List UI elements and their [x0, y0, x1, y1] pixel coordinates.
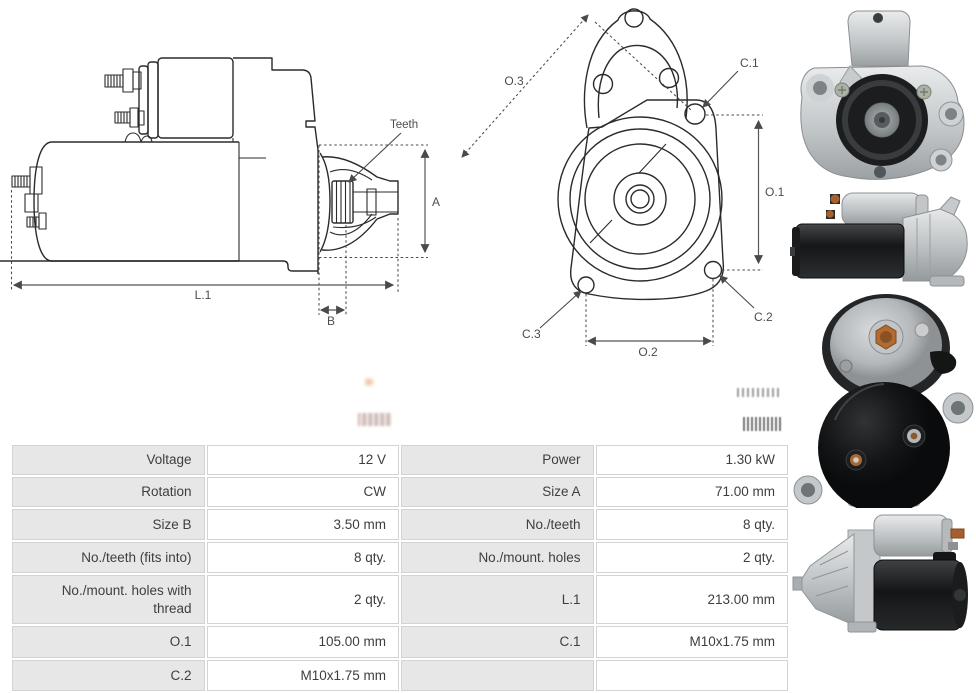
- starter-drive-end-face-photo[interactable]: [790, 2, 976, 188]
- starter-side-profile-left-photo[interactable]: [790, 508, 976, 658]
- spec-value: 2 qty.: [207, 575, 400, 624]
- spec-value: 1.30 kW: [596, 445, 789, 475]
- dim-o2-label: O.2: [638, 345, 658, 359]
- spec-row: [12, 542, 788, 573]
- watermark-smudge: [358, 413, 392, 426]
- spec-row: [12, 626, 788, 658]
- spec-value: 105.00 mm: [207, 626, 400, 658]
- spec-value: 213.00 mm: [596, 575, 789, 624]
- drive-end-outline: [320, 153, 398, 252]
- motor-body-outline: [34, 142, 239, 261]
- spec-row: [12, 445, 788, 475]
- teeth-label: Teeth: [390, 119, 419, 131]
- dim-c1-label: C.1: [740, 56, 759, 70]
- spec-row: [12, 660, 788, 691]
- dim-b-label: B: [326, 314, 336, 328]
- front-view-dimensions: [462, 15, 763, 346]
- dim-l1-label: L.1: [194, 288, 212, 302]
- spec-value: M10x1.75 mm: [207, 660, 400, 691]
- dim-c3-label: C.3: [522, 327, 541, 341]
- spec-value: 3.50 mm: [207, 509, 400, 540]
- center-housing-outline: [233, 58, 318, 274]
- watermark-smudge: [737, 388, 779, 397]
- solenoid-outline: [105, 58, 233, 138]
- spec-row: [12, 575, 788, 624]
- side-view-svg: [0, 0, 450, 340]
- spec-value: 71.00 mm: [596, 477, 789, 507]
- spec-value: M10x1.75 mm: [596, 626, 789, 658]
- spec-label: O.1: [12, 626, 205, 658]
- spec-label: No./teeth: [401, 509, 594, 540]
- spec-table: [10, 443, 790, 693]
- mount-hole-c3: [578, 277, 594, 293]
- spec-label: No./teeth (fits into): [12, 542, 205, 573]
- side-view-dimensions: [12, 133, 429, 315]
- front-view-svg: [450, 0, 790, 375]
- technical-drawing-side-view: [0, 0, 450, 340]
- dim-o1-label: O.1: [765, 185, 785, 199]
- spec-label: Voltage: [12, 445, 205, 475]
- spec-label: No./mount. holes with thread: [12, 575, 205, 624]
- spec-label: C.2: [12, 660, 205, 691]
- dim-c2-label: C.2: [754, 310, 773, 324]
- bore-circles: [558, 117, 722, 281]
- watermark-smudge: [363, 378, 375, 386]
- spec-label: Rotation: [12, 477, 205, 507]
- spec-value: 8 qty.: [207, 542, 400, 573]
- rear-terminal-studs: [12, 167, 46, 229]
- spec-value: 12 V: [207, 445, 400, 475]
- spec-value: 2 qty.: [596, 542, 789, 573]
- dim-o3-label: O.3: [504, 74, 524, 88]
- product-photo-gallery: [790, 0, 976, 664]
- technical-drawing-front-view: [450, 0, 790, 375]
- spec-label: Size B: [12, 509, 205, 540]
- starter-side-profile-photo[interactable]: [790, 188, 976, 292]
- spec-value: [596, 660, 789, 691]
- spec-label: No./mount. holes: [401, 542, 594, 573]
- spec-value: CW: [207, 477, 400, 507]
- spec-label: C.1: [401, 626, 594, 658]
- spec-label: L.1: [401, 575, 594, 624]
- spec-row: [12, 477, 788, 507]
- mount-hole-c2: [705, 262, 722, 279]
- spec-label: Power: [401, 445, 594, 475]
- mount-hole-c1: [685, 104, 705, 124]
- watermark-smudge: [743, 417, 781, 431]
- spec-row: [12, 509, 788, 540]
- spec-value: 8 qty.: [596, 509, 789, 540]
- starter-rear-end-cap-photo[interactable]: [790, 292, 976, 508]
- dim-a-label: A: [432, 195, 441, 209]
- spec-label: Size A: [401, 477, 594, 507]
- spec-label: [401, 660, 594, 691]
